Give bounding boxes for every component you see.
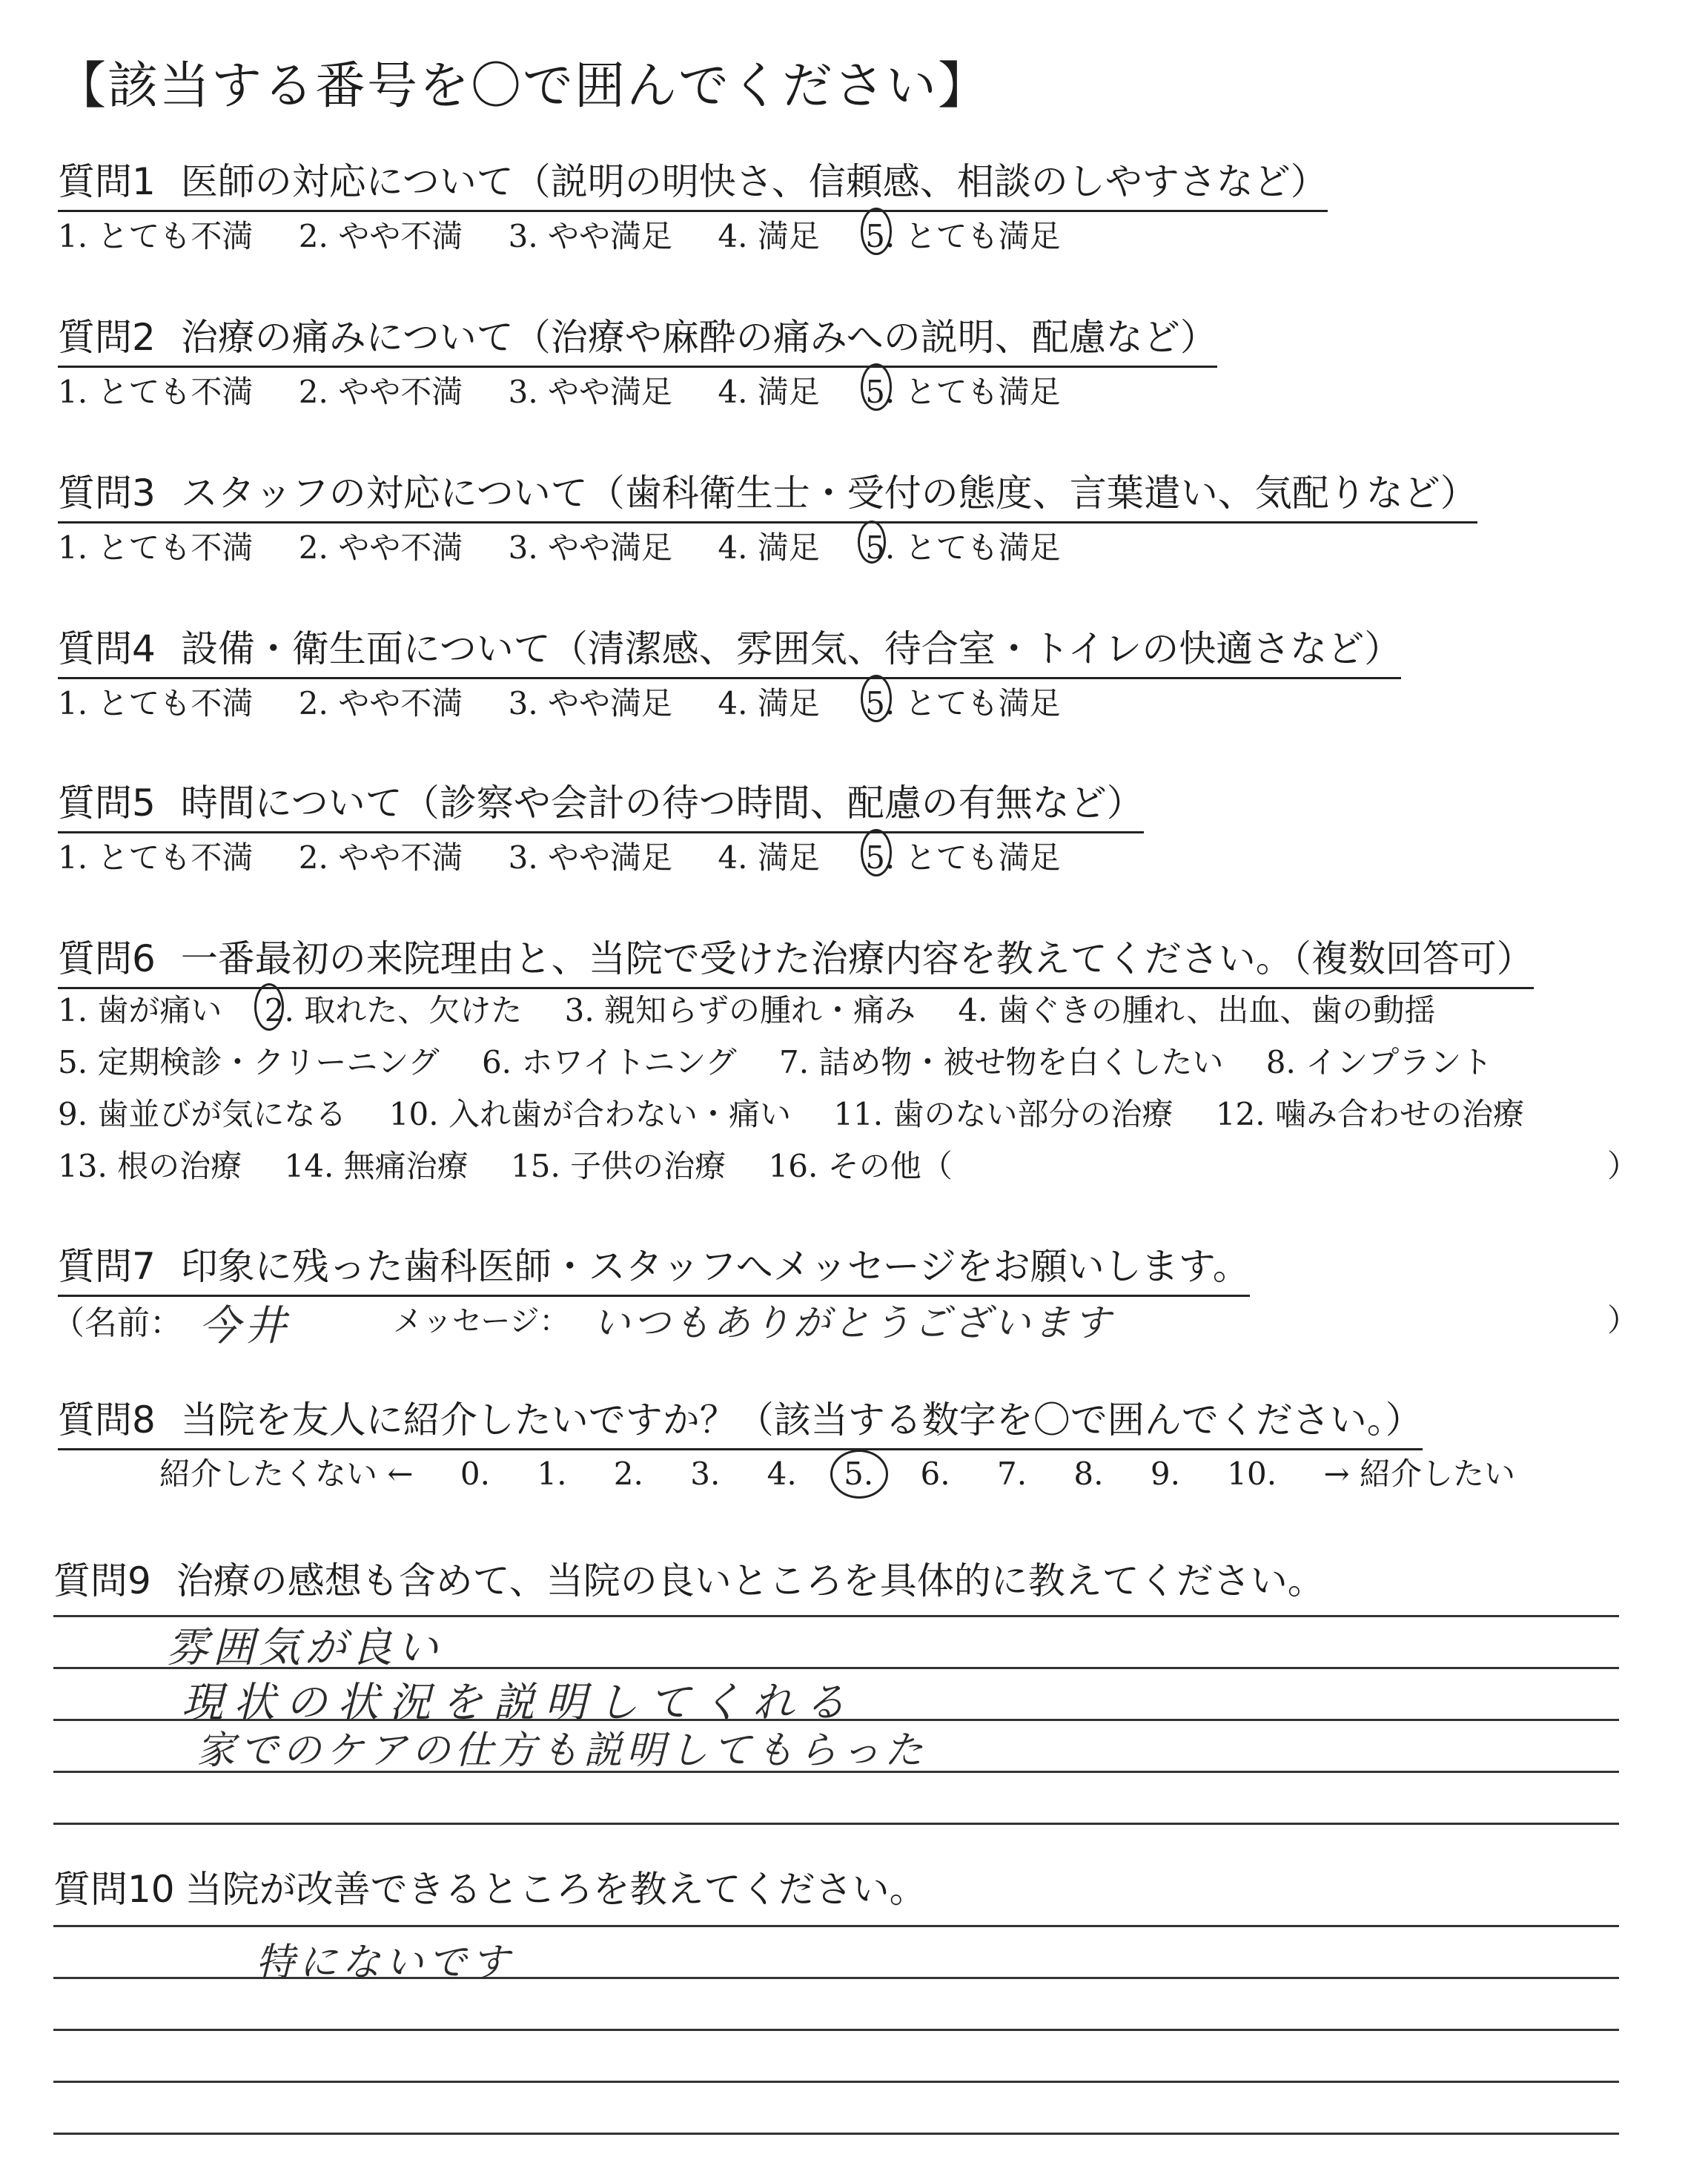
question-7-title	[58, 1237, 1250, 1297]
q6-option-16[interactable]: 16. その他（	[768, 1148, 953, 1184]
q8-scale-1[interactable]: 1.	[537, 1456, 567, 1492]
q8-scale-3[interactable]: 3.	[690, 1456, 721, 1492]
q8-scale-7[interactable]: 7.	[996, 1456, 1027, 1492]
question-8-label: 質問8	[58, 1398, 156, 1441]
question-1-title	[58, 152, 1328, 212]
question-2-label: 質問2	[58, 316, 156, 359]
q3-option-3[interactable]: 3. やや満足	[508, 529, 673, 566]
q5-option-2[interactable]: 2. やや不満	[298, 839, 463, 876]
q8-right-label: → 紹介したい	[1323, 1456, 1515, 1492]
q6-option-2[interactable]	[265, 986, 522, 1031]
question-1-label: 質問1	[58, 160, 156, 203]
question-5-label: 質問5	[58, 782, 156, 825]
question-5-text: 時間について（診察や会計の待つ時間、配慮の有無など）	[180, 782, 1144, 825]
q8-scale-0[interactable]: 0.	[460, 1456, 490, 1492]
question-4-text: 設備・衛生面について（清潔感、雰囲気、待合室・トイレの快適さなど）	[180, 627, 1402, 670]
q6-row-4	[58, 1142, 985, 1186]
question-1-text: 医師の対応について（説明の明快さ、信頼感、相談のしやすさなど）	[180, 160, 1328, 203]
q4-option-1[interactable]: 1. とても不満	[58, 685, 254, 721]
q8-scale-6[interactable]: 6.	[920, 1456, 950, 1492]
question-6-title	[58, 929, 1534, 989]
q6-row-2	[58, 1038, 1525, 1083]
q7-close: ）	[1607, 1302, 1639, 1338]
question-3-title	[58, 463, 1477, 524]
q6-option-2-label: 2. 取れた、欠けた	[264, 992, 523, 1028]
question-9-title	[53, 1551, 1325, 1605]
question-4-label: 質問4	[58, 627, 156, 670]
q6-option-9[interactable]: 9. 歯並びが気になる	[58, 1096, 347, 1132]
q1-option-5-label: 5. とても満足	[865, 218, 1061, 254]
q6-option-12[interactable]: 12. 噛み合わせの治療	[1215, 1096, 1524, 1132]
q10-line-3	[53, 2029, 1619, 2031]
selection-circle	[861, 363, 892, 411]
q1-option-5[interactable]	[865, 212, 1060, 257]
q5-option-4[interactable]: 4. 満足	[718, 839, 820, 876]
q9-answer-2[interactable]: 現状の状況を説明してくれる	[182, 1679, 856, 1727]
q6-option-6[interactable]: 6. ホワイトニング	[481, 1044, 737, 1080]
q6-option-8[interactable]: 8. インプラント	[1265, 1044, 1493, 1080]
q4-option-3[interactable]: 3. やや満足	[508, 685, 673, 721]
page-heading: 【該当する番号を〇で囲んでください】	[56, 57, 990, 116]
q8-scale-2[interactable]: 2.	[613, 1456, 643, 1492]
question-3-label: 質問3	[58, 472, 156, 515]
selection-circle	[861, 675, 892, 722]
q6-option-3[interactable]: 3. 親知らずの腫れ・痛み	[564, 992, 916, 1028]
q2-option-2[interactable]: 2. やや不満	[298, 374, 463, 410]
q10-line-4	[53, 2081, 1619, 2083]
question-5-title	[58, 773, 1144, 833]
question-3-text: スタッフの対応について（歯科衛生士・受付の態度、言葉遣い、気配りなど）	[180, 472, 1477, 515]
selection-circle	[830, 1450, 888, 1499]
question-4-title	[58, 619, 1401, 679]
q7-name-value[interactable]: 今井	[199, 1302, 291, 1350]
q10-answer-1[interactable]: 特にないです	[256, 1941, 514, 1985]
question-4-options	[58, 679, 1096, 724]
question-7-text: 印象に残った歯科医師・スタッフへメッセージをお願いします。	[180, 1245, 1250, 1288]
q6-other-close: ）	[1607, 1148, 1639, 1184]
q4-option-5[interactable]	[865, 679, 1060, 724]
question-7-label: 質問7	[58, 1245, 156, 1288]
q5-option-3[interactable]: 3. やや満足	[508, 839, 673, 876]
q5-option-5-label: 5. とても満足	[865, 839, 1061, 876]
q8-left-label: 紹介したくない ←	[159, 1456, 414, 1492]
q8-scale-10[interactable]: 10.	[1227, 1456, 1277, 1492]
q8-scale-9[interactable]: 9.	[1150, 1456, 1180, 1492]
question-8-title	[58, 1390, 1423, 1450]
q2-option-5-label: 5. とても満足	[865, 374, 1061, 410]
q2-option-3[interactable]: 3. やや満足	[508, 374, 673, 410]
question-2-text: 治療の痛みについて（治療や麻酔の痛みへの説明、配慮など）	[180, 316, 1217, 359]
q2-option-5[interactable]	[865, 368, 1060, 412]
q3-option-2[interactable]: 2. やや不満	[298, 529, 463, 566]
q8-scale-4[interactable]: 4.	[767, 1456, 797, 1492]
q7-name-label: （名前：	[52, 1304, 182, 1342]
q6-row-1	[58, 986, 1468, 1031]
question-2-options	[58, 368, 1096, 412]
q9-line-5	[53, 1823, 1619, 1825]
q9-answer-1[interactable]: 雰囲気が良い	[167, 1624, 443, 1672]
q6-option-14[interactable]: 14. 無痛治療	[284, 1148, 469, 1184]
question-2-title	[58, 308, 1217, 368]
q6-option-4[interactable]: 4. 歯ぐきの腫れ、出血、歯の動揺	[958, 992, 1436, 1028]
q8-scale	[159, 1450, 1552, 1494]
q10-line-1	[53, 1925, 1619, 1927]
q3-option-5[interactable]	[865, 524, 1060, 568]
q1-option-1[interactable]: 1. とても不満	[58, 218, 254, 254]
q1-option-4[interactable]: 4. 満足	[718, 218, 820, 254]
q6-option-10[interactable]: 10. 入れ歯が合わない・痛い	[388, 1096, 791, 1132]
q2-option-1[interactable]: 1. とても不満	[58, 374, 254, 410]
q4-option-4[interactable]: 4. 満足	[718, 685, 820, 721]
q4-option-2[interactable]: 2. やや不満	[298, 685, 463, 721]
q6-row-3	[58, 1090, 1557, 1135]
q7-message-value[interactable]: いつもありがとうございます	[593, 1301, 1113, 1344]
question-10-text: 当院が改善できるところを教えてください。	[185, 1868, 927, 1911]
q2-option-4[interactable]: 4. 満足	[718, 374, 820, 410]
question-10-label: 質問10	[53, 1868, 175, 1911]
q10-line-5	[53, 2133, 1619, 2135]
question-8-text: 当院を友人に紹介したいですか？（該当する数字を〇で囲んでください。）	[180, 1398, 1423, 1441]
question-5-options	[58, 833, 1096, 878]
question-1-options	[58, 212, 1096, 257]
selection-circle	[861, 208, 892, 255]
q5-option-1[interactable]: 1. とても不満	[58, 839, 254, 876]
selection-circle	[861, 829, 892, 876]
question-6-text: 一番最初の来院理由と、当院で受けた治療内容を教えてください。（複数回答可）	[180, 937, 1534, 980]
q5-option-5[interactable]	[865, 833, 1060, 878]
question-3-options	[58, 524, 1096, 568]
q6-option-7[interactable]: 7. 詰め物・被せ物を白くしたい	[778, 1044, 1224, 1080]
q8-scale-5-label: 5.	[844, 1456, 874, 1492]
q6-option-1[interactable]: 1. 歯が痛い	[58, 992, 222, 1028]
q8-scale-8[interactable]: 8.	[1073, 1456, 1104, 1492]
q7-message-label: メッセージ：	[393, 1304, 569, 1338]
q4-option-5-label: 5. とても満足	[865, 685, 1061, 721]
q1-option-3[interactable]: 3. やや満足	[508, 218, 673, 254]
q9-answer-3[interactable]: 家でのケアの仕方も説明してもらった	[196, 1728, 928, 1773]
q1-option-2[interactable]: 2. やや不満	[298, 218, 463, 254]
question-9-text: 治療の感想も含めて、当院の良いところを具体的に教えてください。	[176, 1559, 1325, 1602]
selection-circle	[858, 521, 886, 564]
q6-option-15[interactable]: 15. 子供の治療	[511, 1148, 726, 1184]
question-10-title	[53, 1860, 927, 1913]
q3-option-5-label: 5. とても満足	[865, 529, 1061, 566]
question-9-label: 質問9	[53, 1559, 151, 1602]
q6-option-13[interactable]: 13. 根の治療	[58, 1148, 242, 1184]
q6-option-11[interactable]: 11. 歯のない部分の治療	[833, 1096, 1174, 1132]
q3-option-4[interactable]: 4. 満足	[718, 529, 820, 566]
q8-scale-5[interactable]	[844, 1456, 873, 1492]
question-6-label: 質問6	[58, 937, 156, 980]
q3-option-1[interactable]: 1. とても不満	[58, 529, 254, 566]
q6-option-5[interactable]: 5. 定期検診・クリーニング	[58, 1044, 440, 1080]
selection-circle	[254, 983, 284, 1031]
